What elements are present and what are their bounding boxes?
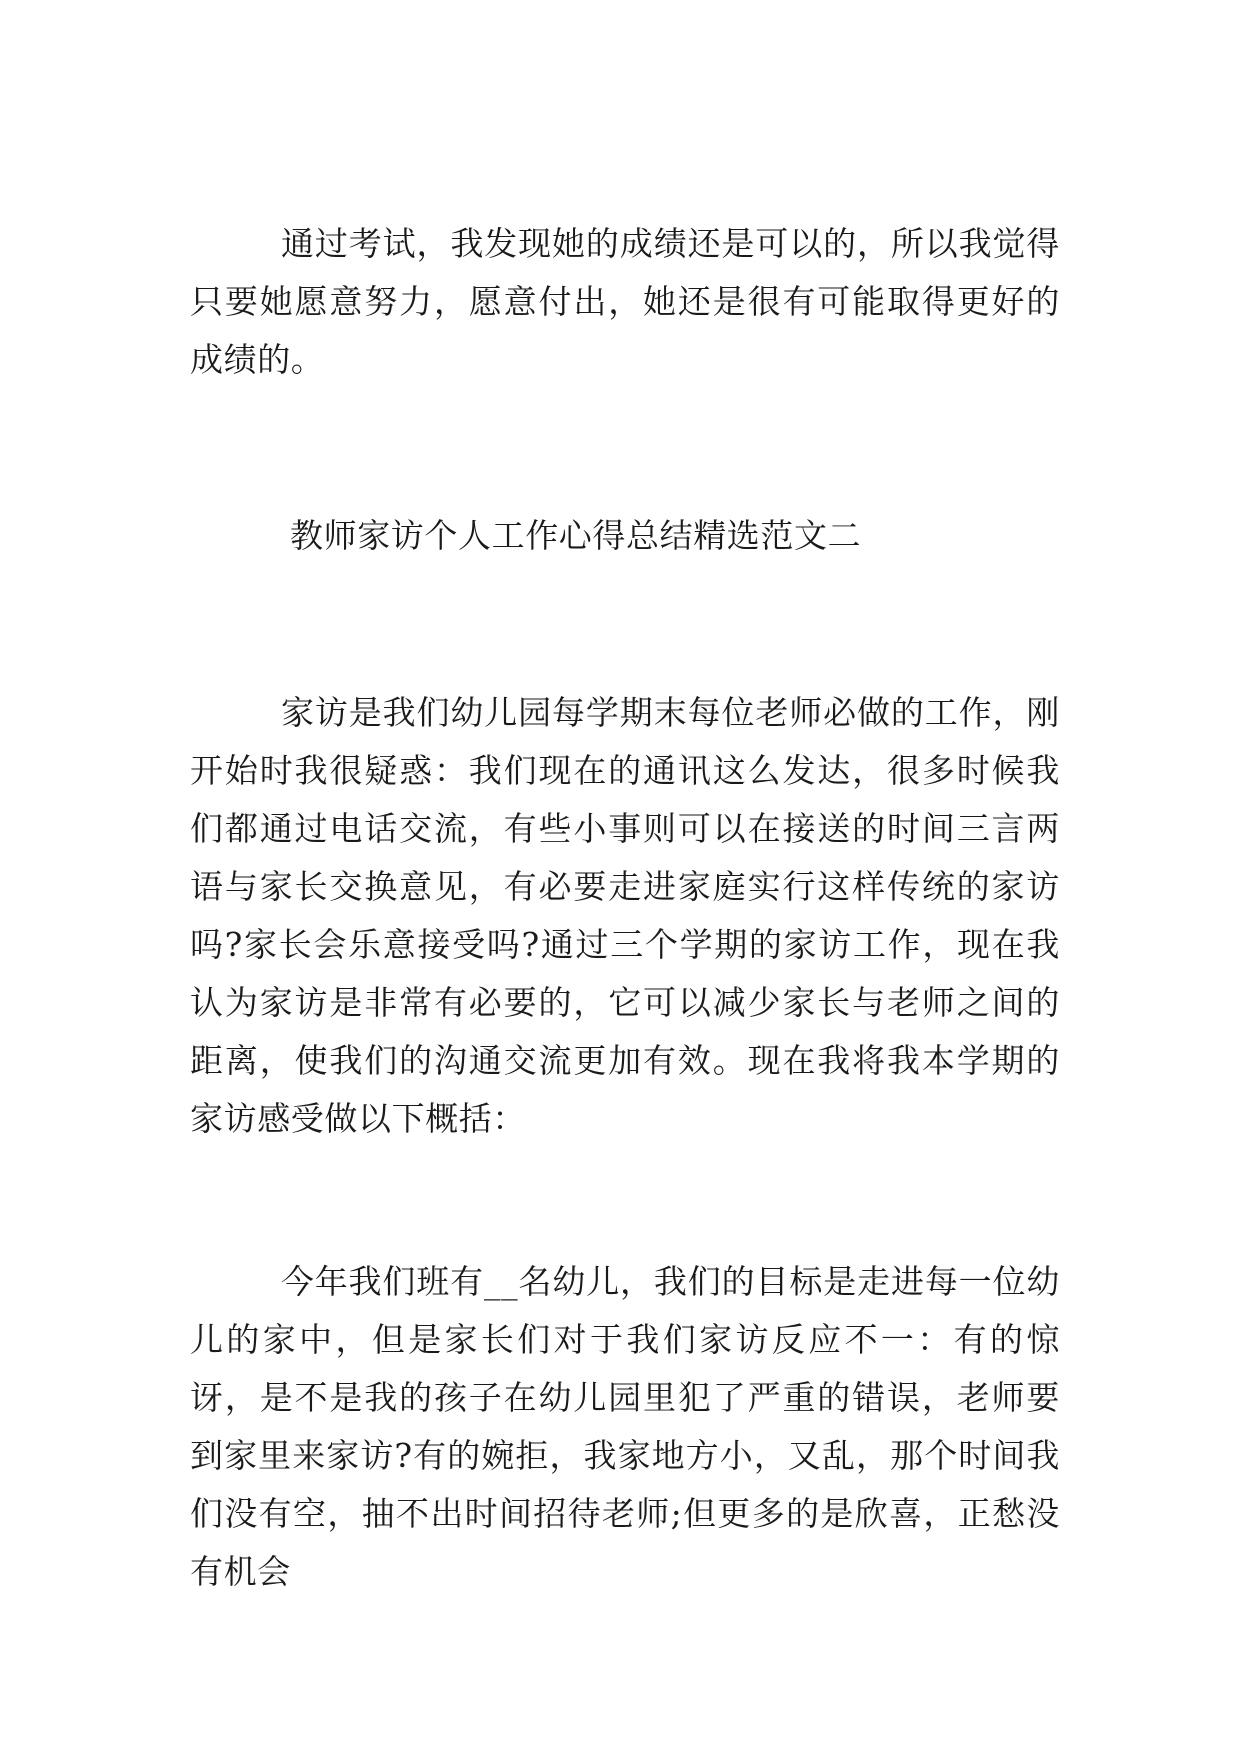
- paragraph-home-visit-intro: 家访是我们幼儿园每学期末每位老师必做的工作，刚开始时我很疑惑：我们现在的通讯这么发达，很多时候我们都通过电话交流，有些小事则可以在接送的时间三言两语与家长交换意见，有必要走进家庭实行这样传统的家访吗?家长会乐意接受吗?通过三个学期的家访工作，现在我认为家访是非常有必要的，它可以减少家长与老师之间的距离，使我们的沟通交流更加有效。现在我将我本学期的家访感受做以下概括：: [190, 693, 1060, 1138]
- paragraph-class-visits: 今年我们班有__名幼儿，我们的目标是走进每一位幼儿的家中，但是家长们对于我们家访反应不一：有的惊讶，是不是我的孩子在幼儿园里犯了严重的错误，老师要到家里来家访?有的婉拒，我家地方小，又乱，那个时间我们没有空，抽不出时间招待老师;但更多的是欣喜，正愁没有机会: [190, 1262, 1061, 1591]
- section-heading: 教师家访个人工作心得总结精选范文二: [290, 516, 862, 555]
- paragraph-exam-result: 通过考试，我发现她的成绩还是可以的，所以我觉得只要她愿意努力，愿意付出，她还是很有可能取得更好的成绩的。: [190, 224, 1060, 379]
